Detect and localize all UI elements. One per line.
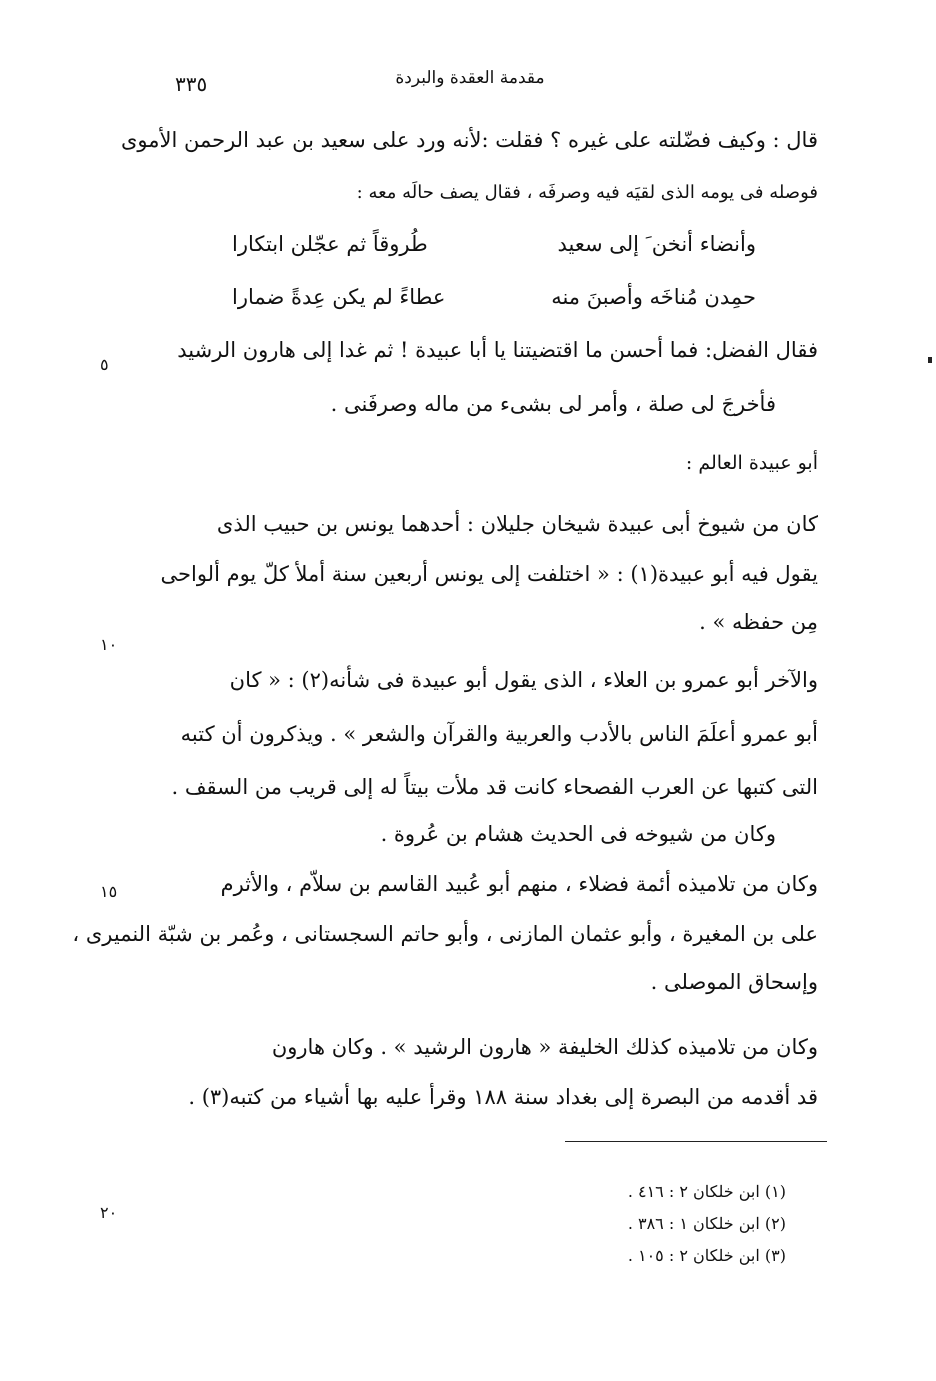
body-line: قد أقدمه من البصرة إلى بغداد سنة ١٨٨ وقرأ عليه بها أشياء من كتبه(٣) . (188, 1085, 818, 1109)
body-line: أبو عمرو أعلَمَ الناس بالأدب والعربية والقرآن والشعر » . ويذكرون أن كتبه (180, 722, 818, 746)
body-line: يقول فيه أبو عبيدة(١) : « اختلفت إلى يونس أربعين سنة أملأ كلّ يوم ألواحى (160, 562, 818, 586)
body-line: قال : وكيف فضّلته على غيره ؟ فقلت :لأنه ورد على سعيد بن عبد الرحمن الأموى (120, 128, 818, 152)
margin-line-number: ٢٠ (100, 1203, 118, 1222)
body-line: مِن حفظه » . (699, 610, 818, 634)
body-line: فوصله فى يومه الذى لقيَه فيه وصرفَه ، فقال يصف حالَه معه : (356, 182, 818, 203)
verse-2-second-hemistich: عطاءً لم يكن عِدةً ضمارا (232, 285, 446, 309)
verse-1-second-hemistich: طُروقاً ثم عجّلن ابتكارا (232, 232, 428, 256)
body-line: على بن المغيرة ، وأبو عثمان المازنى ، وأبو حاتم السجستانى ، وعُمر بن شبّة النميرى ، (72, 922, 818, 946)
edge-mark (928, 357, 932, 363)
footnote: (٢) ابن خلكان ١ : ٣٨٦ . (627, 1214, 786, 1233)
body-line: والآخر أبو عمرو بن العلاء ، الذى يقول أبو عبيدة فى شأنه(٢) : « كان (229, 668, 818, 692)
body-line: كان من شيوخ أبى عبيدة شيخان جليلان : أحدهما يونس بن حبيب الذى (216, 512, 818, 536)
body-line: وكان من تلاميذه أئمة فضلاء ، منهم أبو عُبيد القاسم بن سلاّم ، والأثرم (220, 872, 818, 896)
body-line: وكان من تلاميذه كذلك الخليفة « هارون الرشيد » . وكان هارون (271, 1035, 818, 1059)
footnote: (١) ابن خلكان ٢ : ٤١٦ . (627, 1182, 786, 1201)
body-line: وكان من شيوخه فى الحديث هشام بن عُروة . (380, 822, 776, 846)
body-line: فقال الفضل: فما أحسن ما اقتضيتنا يا أبا عبيدة ! ثم غدا إلى هارون الرشيد (177, 338, 818, 362)
section-heading: أبو عبيدة العالم : (685, 452, 818, 474)
footnote-separator (565, 1141, 827, 1142)
body-line: فأخرجَ لى صلة ، وأمر لى بشىء من ماله وصرفَنى . (330, 392, 776, 416)
footnote: (٣) ابن خلكان ٢ : ١٠٥ . (627, 1246, 786, 1265)
body-line: وإسحاق الموصلى . (650, 970, 818, 994)
margin-line-number: ٥ (100, 355, 109, 374)
margin-line-number: ١٠ (100, 635, 118, 654)
running-header-title: مقدمة العقدة والبردة (395, 68, 545, 88)
margin-line-number: ١٥ (100, 882, 118, 901)
verse-1-first-hemistich: وأنضاء أنخن َ إلى سعيد (557, 232, 756, 256)
body-line: التى كتبها عن العرب الفصحاء كانت قد ملأت بيتاً له إلى قريب من السقف . (171, 775, 818, 799)
page-number: ٣٣٥ (175, 72, 208, 96)
verse-2-first-hemistich: حمِدن مُناخَه وأصبنَ منه (551, 285, 756, 309)
